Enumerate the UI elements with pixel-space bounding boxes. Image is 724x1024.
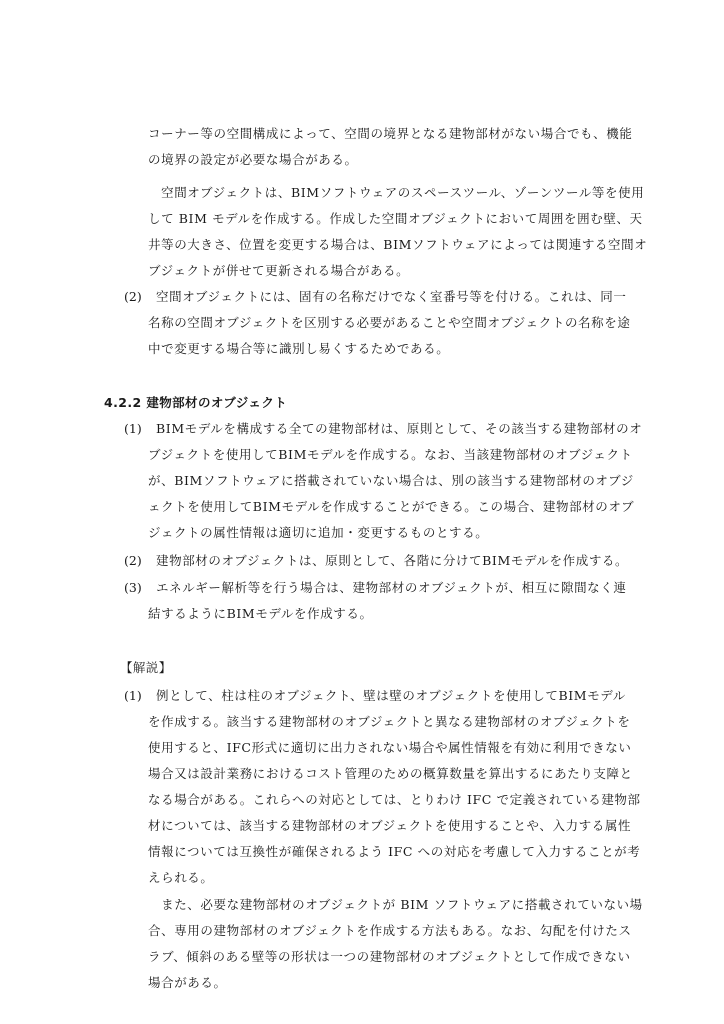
commentary-line: 合、専用の建物部材のオブジェクトを作成する方法もある。なお、勾配を付けたス [148,923,632,938]
list-number: (2) [124,289,142,304]
commentary-line: 材については、該当する建物部材のオブジェクトを使用することや、入力する属性 [148,818,632,833]
section-item-line: エネルギー解析等を行う場合は、建物部材のオブジェクトが、相互に隙間なく連 [156,580,627,595]
commentary-line: ラブ、傾斜のある壁等の形状は一つの建物部材のオブジェクトとして作成できない [148,949,631,964]
section-item-line: ジェクトの属性情報は適切に追加・変更するものとする。 [148,525,489,540]
section-item-line: 結するようにBIMモデルを作成する。 [148,606,373,621]
commentary-line: なる場合がある。これらへの対応としては、とりわけ IFC で定義されている建物部 [148,792,641,807]
commentary-line: 場合又は設計業務におけるコスト管理のための概算数量を算出するにあたり支障と [148,766,633,781]
commentary-line: を作成する。該当する建物部材のオブジェクトと異なる建物部材のオブジェクトを [148,714,631,729]
list-number: (2) [124,553,142,568]
commentary-heading: 【解説】 [120,660,172,675]
section-heading: 4.2.2 建物部材のオブジェクト [104,395,288,410]
commentary-line: 使用すると、IFC形式に適切に出力されない場合や属性情報を有効に利用できない [148,740,632,755]
section-item-line: 建物部材のオブジェクトは、原則として、各階に分けてBIMモデルを作成する。 [156,553,629,568]
intro-line: コーナー等の空間構成によって、空間の境界となる建物部材がない場合でも、機能 [148,126,633,141]
section-item-line: BIMモデルを構成する全ての建物部材は、原則として、その該当する建物部材のオ [156,421,643,436]
section-item-line: が、BIMソフトウェアに搭載されていない場合は、別の該当する建物部材のオブジ [148,473,634,488]
intro-line: して BIM モデルを作成する。作成した空間オブジェクトにおいて周囲を囲む壁、天 [148,211,643,226]
list-number: (1) [124,688,142,703]
list-number: (3) [124,580,142,595]
intro-line: 井等の大きさ、位置を変更する場合は、BIMソフトウェアによっては関連する空間オ [148,237,648,252]
intro-item2-line: 名称の空間オブジェクトを区別する必要があることや空間オブジェクトの名称を途 [148,315,631,330]
section-item-line: ェクトを使用してBIMモデルを作成することができる。この場合、建物部材のオブ [148,499,635,514]
section-item-line: ブジェクトを使用してBIMモデルを作成する。なお、当該建物部材のオブジェクト [148,447,633,462]
commentary-line: えられる。 [148,870,214,885]
intro-line: 空間オブジェクトは、BIMソフトウェアのスペースツール、ゾーンツール等を使用 [148,185,645,200]
intro-item2-line: 中で変更する場合等に識別し易くするためである。 [148,341,450,356]
intro-item2-line: 空間オブジェクトには、固有の名称だけでなく室番号等を付ける。これは、同一 [156,289,627,304]
commentary-line: また、必要な建物部材のオブジェクトが BIM ソフトウェアに搭載されていない場 [148,897,643,912]
commentary-line: 情報については互換性が確保されるよう IFC への対応を考慮して入力することが考 [148,844,641,859]
list-number: (1) [124,421,142,436]
commentary-line: 例として、柱は柱のオブジェクト、壁は壁のオブジェクトを使用してBIMモデル [156,688,626,703]
intro-line: ブジェクトが併せて更新される場合がある。 [148,263,410,278]
intro-line: の境界の設定が必要な場合がある。 [148,152,358,167]
commentary-line: 場合がある。 [148,975,227,990]
